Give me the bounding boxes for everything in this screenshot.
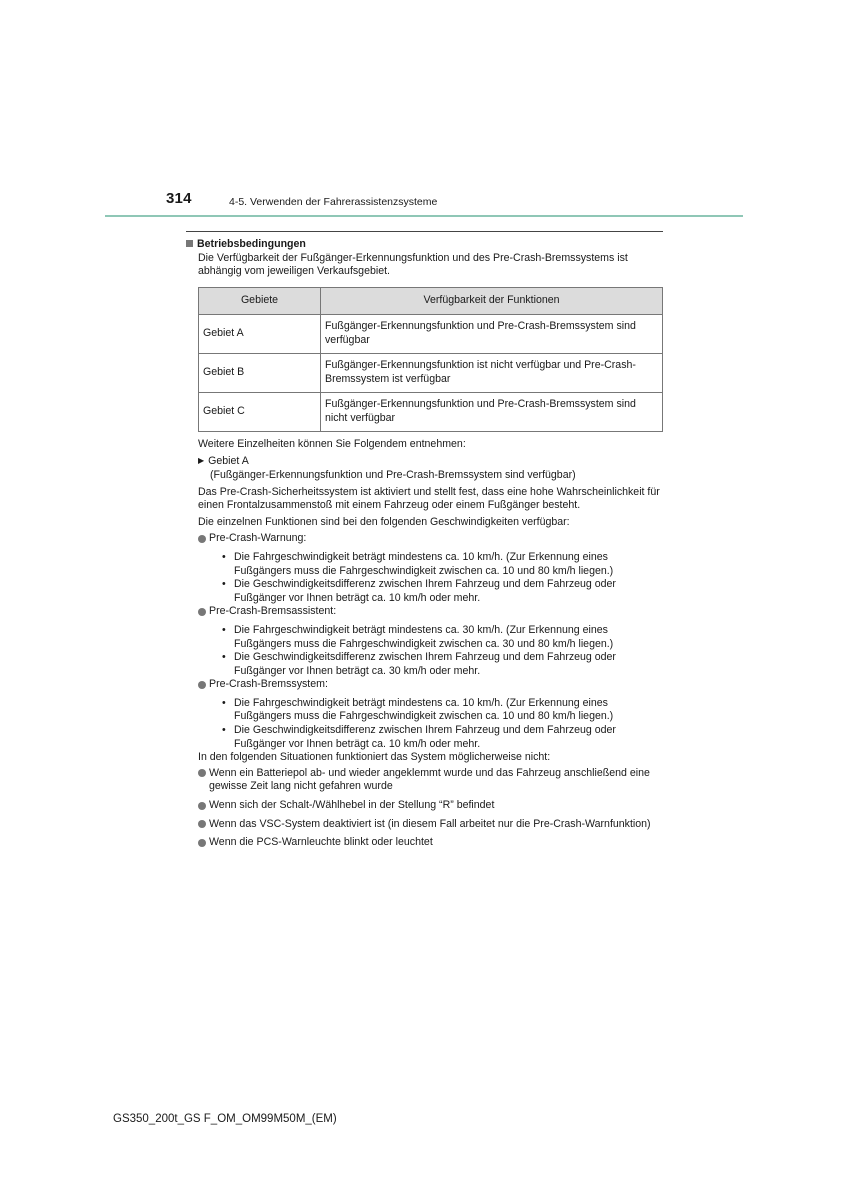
- function-name: [198, 605, 664, 619]
- function-condition: [198, 697, 664, 724]
- circle-bullet-icon: [198, 802, 206, 810]
- table-row: [199, 353, 663, 392]
- function-condition: [198, 624, 664, 651]
- function-condition: [198, 578, 664, 605]
- table-cell-area: Gebiet B: [199, 353, 321, 392]
- function-name-text: Pre-Crash-Bremssystem:: [209, 678, 328, 691]
- situation-item: [198, 818, 664, 832]
- table-cell-area: Gebiet A: [199, 314, 321, 353]
- section-heading-text: Betriebsbedingungen: [197, 238, 306, 250]
- main-content: [186, 238, 664, 850]
- bullet-mark: •: [222, 550, 226, 563]
- function-condition-text: Die Geschwindigkeitsdifferenz zwischen Ihrem Fahrzeug und dem Fahrzeug oder Fußgänger vor Ihnen beträgt ca. 10 km/h oder mehr.: [234, 578, 616, 604]
- bullet-mark: •: [222, 651, 226, 664]
- table-header-availability: Verfügbarkeit der Funktionen: [321, 287, 663, 314]
- table-row: [199, 314, 663, 353]
- triangle-bullet-icon: ▶: [198, 456, 205, 466]
- function-condition-text: Die Geschwindigkeitsdifferenz zwischen Ihrem Fahrzeug und dem Fahrzeug oder Fußgänger vor Ihnen beträgt ca. 10 km/h oder mehr.: [234, 724, 616, 750]
- pcs-paragraph: Das Pre-Crash-Sicherheitssystem ist aktiviert und stellt fest, dass eine hohe Wahrscheinlichkeit für einen Frontalzusammenstoß mit einem Fahrzeug oder einem Fußgänger besteht.: [198, 485, 660, 512]
- function-condition: [198, 551, 664, 578]
- section-title: 4-5. Verwenden der Fahrerassistenzsysteme: [229, 196, 438, 208]
- function-name: [198, 678, 664, 692]
- circle-bullet-icon: [198, 608, 206, 616]
- circle-bullet-icon: [198, 769, 206, 777]
- circle-bullet-icon: [198, 820, 206, 828]
- function-condition-text: Die Fahrgeschwindigkeit beträgt mindestens ca. 30 km/h. (Zur Erkennung eines Fußgängers muss die Fahrgeschwindigkeit zwischen ca. 30 und 80 km/h liegen.): [234, 623, 614, 650]
- situation-text: Wenn das VSC-System deaktiviert ist (in diesem Fall arbeitet nur die Pre-Crash-Warnfunktion): [209, 817, 651, 830]
- function-condition: [198, 724, 664, 751]
- table-header-row: [199, 287, 663, 314]
- table-cell-availability: Fußgänger-Erkennungsfunktion und Pre-Crash-Bremssystem sind verfügbar: [321, 314, 663, 353]
- situations-intro: In den folgenden Situationen funktioniert das System möglicherweise nicht:: [198, 751, 551, 764]
- availability-table: [198, 287, 663, 432]
- footer-code: GS350_200t_GS F_OM_OM99M50M_(EM): [113, 1113, 337, 1125]
- bullet-mark: •: [222, 623, 226, 636]
- function-condition: [198, 651, 664, 678]
- square-bullet-icon: [186, 240, 193, 247]
- function-name-text: Pre-Crash-Bremsassistent:: [209, 605, 337, 618]
- functions-intro: Die einzelnen Funktionen sind bei den folgenden Geschwindigkeiten verfügbar:: [198, 515, 570, 528]
- situation-item: [198, 799, 664, 813]
- bullet-mark: •: [222, 696, 226, 709]
- header-rule: [105, 215, 743, 217]
- details-intro: Weitere Einzelheiten können Sie Folgendem entnehmen:: [198, 437, 466, 450]
- section-heading: [186, 238, 664, 252]
- situation-text: Wenn ein Batteriepol ab- und wieder angeklemmt wurde und das Fahrzeug anschließend eine gewisse Zeit lang nicht gefahren wurde: [209, 766, 650, 793]
- bullet-mark: •: [222, 724, 226, 737]
- intro-paragraph: Die Verfügbarkeit der Fußgänger-Erkennungsfunktion und des Pre-Crash-Bremssystems ist abhängig vom jeweiligen Verkaufsgebiet.: [198, 251, 628, 278]
- table-cell-availability: Fußgänger-Erkennungsfunktion ist nicht verfügbar und Pre-Crash-Bremssystem ist verfügbar: [321, 353, 663, 392]
- situation-text: Wenn sich der Schalt-/Wählhebel in der Stellung “R” befindet: [209, 799, 495, 812]
- table-header-area: Gebiete: [199, 287, 321, 314]
- table-row: [199, 392, 663, 431]
- function-condition-text: Die Fahrgeschwindigkeit beträgt mindestens ca. 10 km/h. (Zur Erkennung eines Fußgängers muss die Fahrgeschwindigkeit zwischen ca. 10 und 80 km/h liegen.): [234, 550, 614, 577]
- function-name-text: Pre-Crash-Warnung:: [209, 532, 307, 545]
- heading-rule: [186, 231, 663, 232]
- function-name: [198, 532, 664, 546]
- area-a-label-text: Gebiet A: [208, 455, 249, 468]
- function-condition-text: Die Geschwindigkeitsdifferenz zwischen Ihrem Fahrzeug und dem Fahrzeug oder Fußgänger vor Ihnen beträgt ca. 30 km/h oder mehr.: [234, 651, 616, 677]
- function-condition-text: Die Fahrgeschwindigkeit beträgt mindestens ca. 10 km/h. (Zur Erkennung eines Fußgängers muss die Fahrgeschwindigkeit zwischen ca. 10 und 80 km/h liegen.): [234, 696, 614, 723]
- bullet-mark: •: [222, 578, 226, 591]
- table-cell-availability: Fußgänger-Erkennungsfunktion und Pre-Crash-Bremssystem sind nicht verfügbar: [321, 392, 663, 431]
- situation-item: [198, 767, 664, 794]
- situation-text: Wenn die PCS-Warnleuchte blinkt oder leuchtet: [209, 836, 433, 849]
- table-cell-area: Gebiet C: [199, 392, 321, 431]
- page-number: 314: [166, 190, 192, 207]
- circle-bullet-icon: [198, 535, 206, 543]
- area-a-sublabel: (Fußgänger-Erkennungsfunktion und Pre-Crash-Bremssystem sind verfügbar): [210, 468, 576, 481]
- circle-bullet-icon: [198, 681, 206, 689]
- situation-item: [198, 836, 664, 850]
- situation-list: [186, 767, 664, 850]
- area-a-label: [186, 454, 664, 469]
- circle-bullet-icon: [198, 839, 206, 847]
- function-list: [186, 532, 664, 751]
